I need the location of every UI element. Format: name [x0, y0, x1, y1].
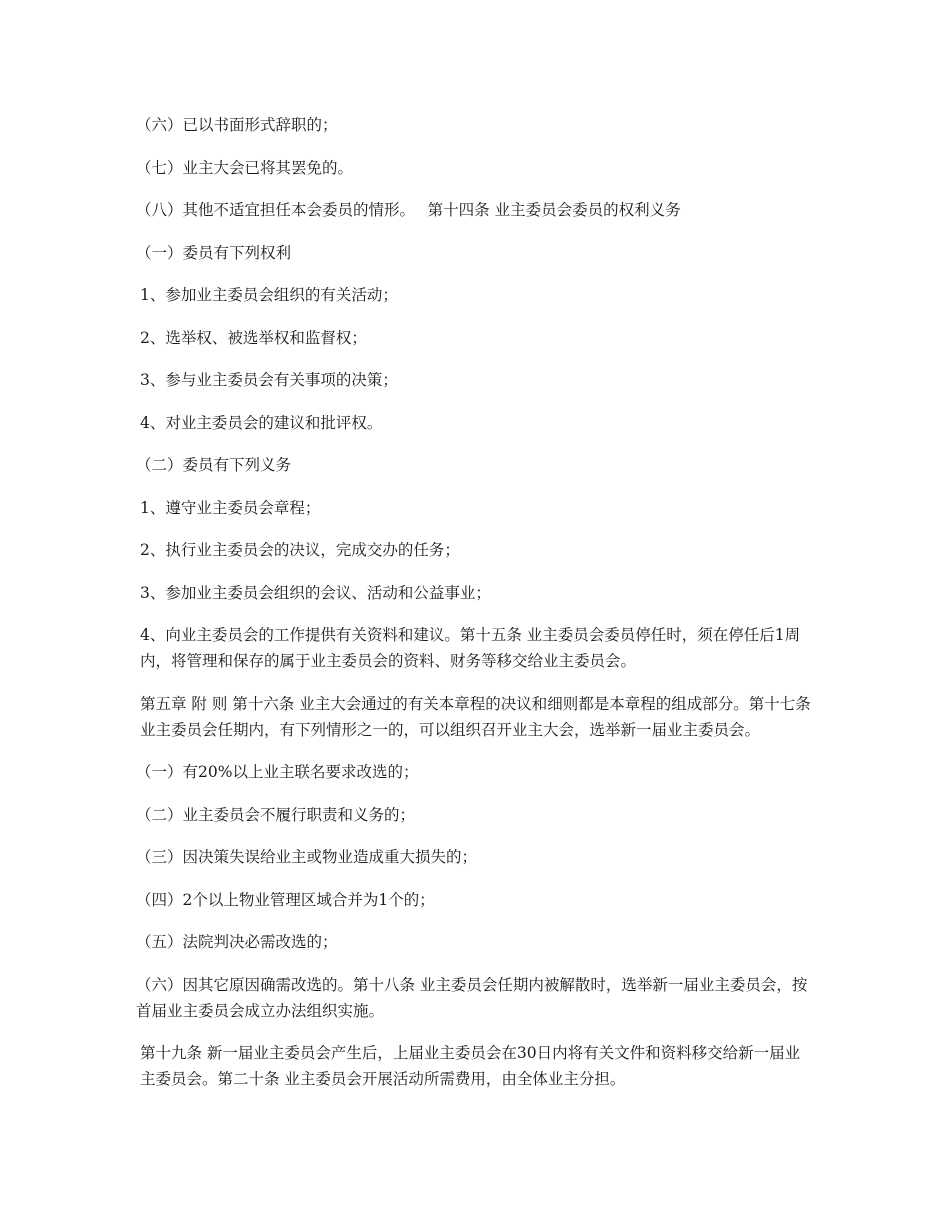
paragraph: （二）业主委员会不履行职责和义务的；	[136, 805, 416, 824]
paragraph: （四）2个以上物业管理区域合并为1个的；	[136, 890, 435, 909]
document-body	[136, 112, 812, 1109]
paragraph: （七）业主大会已将其罢免的。	[136, 158, 354, 177]
paragraph: （二）委员有下列义务	[136, 456, 292, 474]
paragraph: （一）有20%以上业主联名要求改选的；	[136, 763, 419, 781]
paragraph: 4、向业主委员会的工作提供有关资料和建议。第十五条 业主委员会委员停任时，须在停任后1周内，将管理和保存的属于业主委员会的资料、财务等移交给业主委员会。	[140, 626, 801, 670]
paragraph: 2、选举权、被选举权和监督权；	[140, 328, 367, 347]
paragraph: （一）委员有下列权利	[136, 243, 292, 262]
paragraph: 1、遵守业主委员会章程；	[140, 498, 321, 517]
paragraph: （八）其他不适宜担任本会委员的情形。 第十四条 业主委员会委员的权利义务	[136, 201, 681, 219]
paragraph: 3、参与业主委员会有关事项的决策；	[140, 371, 398, 389]
paragraph: 4、对业主委员会的建议和批评权。	[140, 413, 383, 432]
paragraph: （五）法院判决必需改选的；	[136, 933, 338, 951]
paragraph: 第十九条 新一届业主委员会产生后，上届业主委员会在30日内将有关文件和资料移交给新一届业主委员会。第二十条 业主委员会开展活动所需费用，由全体业主分担。	[140, 1044, 801, 1088]
paragraph: 第五章 附 则 第十六条 业主大会通过的有关本章程的决议和细则都是本章程的组成部分。第十七条 业主委员会任期内，有下列情形之一的，可以组织召开业主大会，选举新一届业主委员会。	[140, 694, 811, 739]
paragraph: 3、参加业主委员会组织的会议、活动和公益事业；	[140, 583, 491, 602]
paragraph: （三）因决策失误给业主或物业造成重大损失的；	[136, 848, 478, 866]
paragraph: （六）已以书面形式辞职的；	[136, 116, 338, 134]
paragraph: 2、执行业主委员会的决议，完成交办的任务；	[140, 541, 460, 559]
paragraph: （六）因其它原因确需改选的。第十八条 业主委员会任期内被解散时，选举新一届业主委员会，按首届业主委员会成立办法组织实施。	[136, 975, 808, 1020]
paragraph: 1、参加业主委员会组织的有关活动；	[140, 286, 398, 304]
